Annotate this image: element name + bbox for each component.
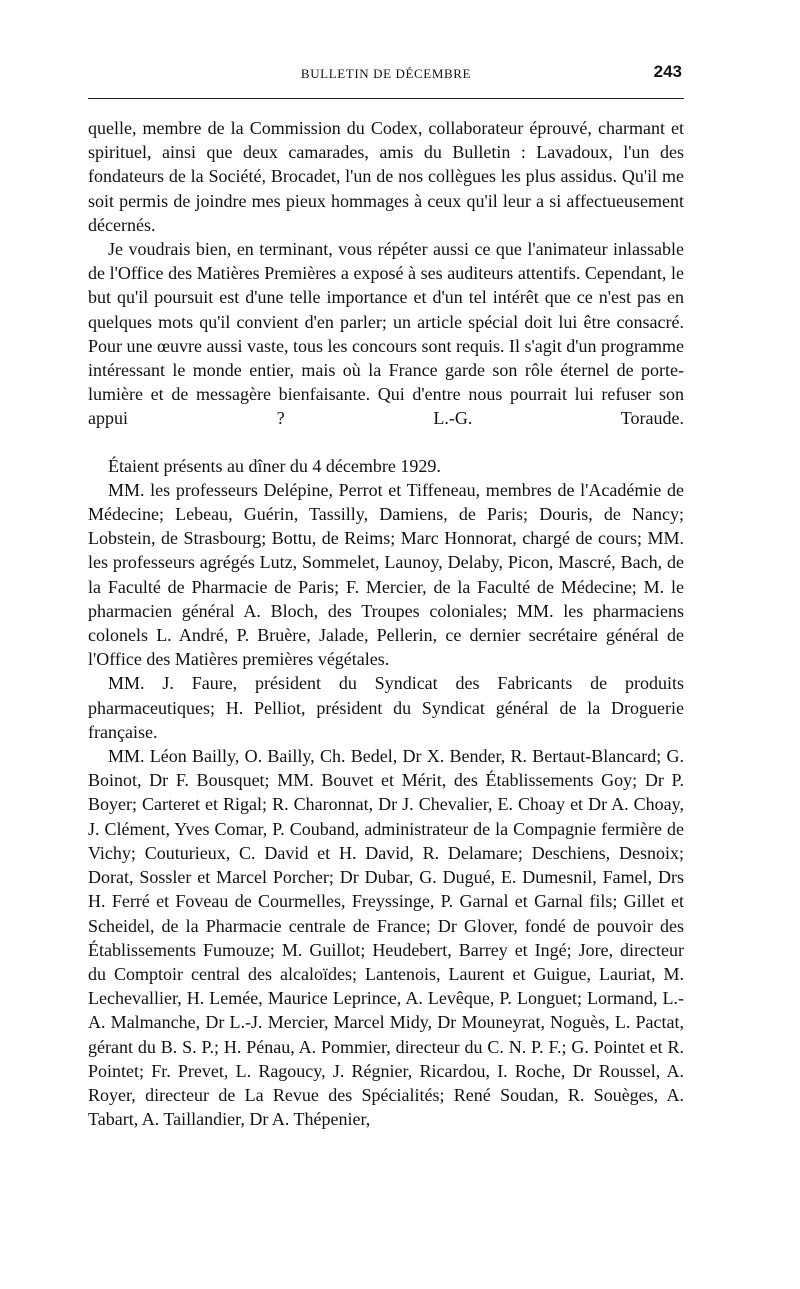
attendance-paragraph-2: MM. J. Faure, président du Syndicat des Fabricants de produits pharmaceutiques; H. Pelliot, président du Syndicat général de la Droguerie française. — [88, 673, 684, 742]
attendance-paragraph-3: MM. Léon Bailly, O. Bailly, Ch. Bedel, Dr X. Bender, R. Bertaut-Blancard; G. Boinot, Dr F. Bousquet; MM. Bouvet et Mérit, des Établissements Goy; Dr P. Boyer; Carteret et Rigal; R. Charonnat, Dr J. Chevalier, E. Choay et Dr A. Choay, J. Clément, Yves Comar, P. Couband, administrateur de la Compagnie fermière de Vichy; Couturieux, C. David et H. David, R. Delamare; Deschiens, Desnoix; Dorat, Sossler et Marcel Porcher; Dr Dubar, G. Dugué, E. Dumesnil, Famel, Drs H. Ferré et Foveau de Courmelles, Freyssinge, P. Garnal et Garnal fils; Gillet et Scheidel, de la Pharmacie centrale de France; Dr Glover, fondé de pouvoir des Établissements Fumouze; M. Guillot; Heudebert, Barrey et Ingé; Jore, directeur du Comptoir central des alcaloïdes; Lantenois, Laurent et Guigue, Lauriat, M. Lechevallier, H. Lemée, Maurice Leprince, A. Levêque, P. Longuet; Lormand, L.-A. Malmanche, Dr L.-J. Mercier, Marcel Midy, Dr Mouneyrat, Noguès, L. Pactat, gérant du B. S. P.; H. Pénau, A. Pommier, directeur du C. N. P. F.; G. Pointet et R. Pointet; Fr. Prevet, L. Ragoucy, J. Régnier, Ricardou, I. Roche, Dr Roussel, A. Royer, directeur de La Revue des Spécialités; René Soudan, R. Souèges, A. Tabart, A. Taillandier, Dr A. Thépenier, — [88, 746, 684, 1130]
section-gap — [88, 431, 684, 454]
page-number: 243 — [653, 62, 682, 81]
page-body — [88, 116, 684, 1131]
running-title: BULLETIN DE DÉCEMBRE — [300, 66, 472, 81]
letter-paragraph-1: quelle, membre de la Commission du Codex, collaborateur éprouvé, charmant et spirituel, ainsi que deux camarades, amis du Bulletin : Lavadoux, l'un des fondateurs de la Société, Brocadet, l'un de nos collègues les plus assidus. Qu'il me soit permis de joindre mes pieux hommages à ceux qu'il leur a si affectueusement décernés. — [88, 118, 684, 235]
attendance-paragraph-1: MM. les professeurs Delépine, Perrot et Tiffeneau, membres de l'Académie de Médecine; Lebeau, Guérin, Tassilly, Damiens, de Paris; Douris, de Nancy; Lobstein, de Strasbourg; Bottu, de Reims; Marc Honnorat, chargé de cours; MM. les professeurs agrégés Lutz, Sommelet, Launoy, Delaby, Picon, Mascré, Bach, de la Faculté de Pharmacie de Paris; F. Mercier, de la Faculté de Médecine; M. le pharmacien général A. Bloch, des Troupes coloniales; MM. les pharmaciens colonels L. André, P. Bruère, Jalade, Pellerin, ce dernier secrétaire général de l'Office des Matières premières végétales. — [88, 479, 684, 670]
letter-paragraph-2 — [88, 237, 684, 431]
page-header — [88, 62, 684, 99]
letter-paragraph-2-text: Je voudrais bien, en terminant, vous répéter aussi ce que l'animateur inlassable de l'Office des Matières Premières a exposé à ses auditeurs attentifs. Cependant, le but qu'il poursuit est d'une telle importance et d'un tel intérêt que ce n'est pas en quelques mots qu'il convient d'en parler; un article spécial doit lui être consacré. Pour une œuvre aussi vaste, tous les concours sont requis. Il s'agit d'un programme intéressant le monde entier, mais où la France garde son rôle éternel de porte-lumière et de messagère bienfaisante. Qui d'entre nous pourrait lui refuser son appui ? — [88, 239, 684, 429]
attendance-intro: Étaient présents au dîner du 4 décembre 1929. — [108, 455, 441, 476]
signature: L.-G. Toraude. — [433, 408, 685, 429]
